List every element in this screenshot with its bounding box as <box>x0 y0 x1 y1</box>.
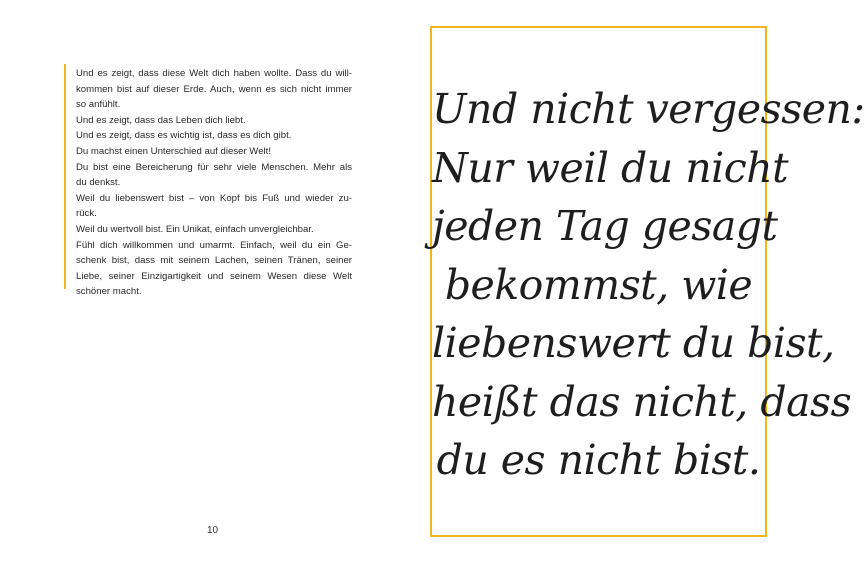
quote-line: du es nicht bist. <box>436 436 761 484</box>
accent-bar <box>64 64 66 289</box>
body-text <box>76 66 352 300</box>
quote-line: liebenswert du bist, <box>432 319 835 367</box>
left-page <box>0 0 400 565</box>
text-line: du denkst. <box>76 177 121 189</box>
text-line: Fühl dich willkommen und umarmt. Einfach, weil du ein Ge- <box>76 239 352 251</box>
text-line: Weil du liebenswert bist – von Kopf bis Fuß und wieder zu- <box>76 192 352 204</box>
text-line: Und es zeigt, dass diese Welt dich haben wollte. Dass du will- <box>76 68 352 79</box>
text-line: Weil du wertvoll bist. Ein Unikat, einfach unvergleichbar. <box>76 223 314 235</box>
text-line: Du machst einen Unterschied auf dieser Welt! <box>76 145 271 157</box>
quote-line: Und nicht vergessen: <box>432 85 865 133</box>
text-line: schöner macht. <box>76 286 142 298</box>
page-number: 10 <box>206 525 219 536</box>
text-line: schenk bist, dass mit seinem Lachen, seinen Tränen, seiner <box>76 255 352 267</box>
text-line: Und es zeigt, dass es wichtig ist, dass es dich gibt. <box>76 130 292 142</box>
handwritten-quote <box>432 80 865 490</box>
text-line: rück. <box>76 208 97 220</box>
quote-line: Nur weil du nicht <box>432 143 789 192</box>
quote-line: heißt das nicht, dass <box>432 377 852 426</box>
text-line: Und es zeigt, dass das Leben dich liebt. <box>76 114 246 126</box>
text-line: so anfühlt. <box>76 99 121 111</box>
text-line: Liebe, seiner Einzigartigkeit und seinem Wesen diese Welt <box>76 270 352 282</box>
quote-line: jeden Tag gesagt <box>432 202 778 250</box>
quote-frame <box>430 26 865 537</box>
text-line: Du bist eine Bereicherung für sehr viele Menschen. Mehr als <box>76 161 352 173</box>
quote-line: bekommst, wie <box>444 260 753 309</box>
text-line: kommen bist auf dieser Erde. Auch, wenn es sich nicht immer <box>76 83 352 95</box>
